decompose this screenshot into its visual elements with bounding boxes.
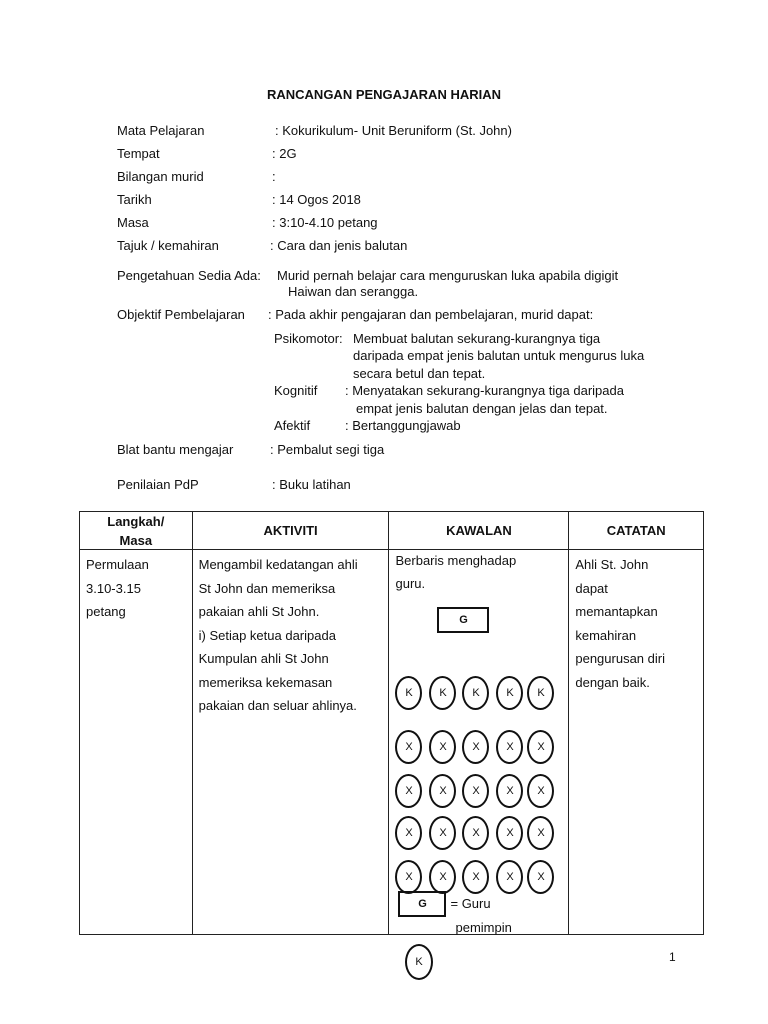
murid-circle: X	[462, 730, 489, 764]
psikomotor-label: Psikomotor:	[274, 331, 343, 346]
cell-line: Kumpulan ahli St John	[198, 651, 329, 666]
kognitif-line: : Menyatakan sekurang-kurangnya tiga daripada	[345, 383, 624, 398]
page-number: 1	[669, 950, 676, 964]
lesson-table	[79, 511, 704, 935]
cell-line: guru.	[395, 576, 426, 591]
psikomotor-line: daripada empat jenis balutan untuk mengurus luka	[353, 348, 645, 363]
cell-line: dengan baik.	[575, 674, 650, 690]
murid-circle: X	[496, 774, 523, 808]
penilaian-value: : Buku latihan	[272, 477, 351, 492]
field-value: : 2G	[272, 146, 297, 161]
cell-line: Ahli St. John	[575, 557, 649, 572]
murid-circle: X	[496, 860, 523, 894]
bbm-label: Blat bantu mengajar	[117, 442, 234, 457]
murid-circle: X	[395, 774, 422, 808]
kognitif-line: empat jenis balutan dengan jelas dan tepat.	[356, 401, 608, 416]
field-value: : Kokurikulum- Unit Beruniform (St. John)	[275, 123, 512, 138]
afektif-label: Afektif	[274, 418, 311, 433]
field-label: Tajuk / kemahiran	[117, 238, 219, 253]
document-title: RANCANGAN PENGAJARAN HARIAN	[266, 87, 501, 102]
cell-line: Mengambil kedatangan ahli	[198, 557, 358, 572]
murid-circle: X	[395, 816, 422, 850]
field-value: : 14 Ogos 2018	[272, 192, 361, 207]
murid-circle: X	[429, 730, 456, 764]
field-label: Bilangan murid	[117, 169, 204, 184]
ketua-circle: K	[496, 676, 523, 710]
aktiviti-cell	[192, 550, 389, 935]
psikomotor-line: secara betul dan tepat.	[353, 366, 486, 381]
field-value: : Cara dan jenis balutan	[270, 238, 408, 253]
murid-circle: X	[395, 730, 422, 764]
murid-circle: X	[496, 730, 523, 764]
guru-box: G	[437, 607, 489, 633]
objektif-value: : Pada akhir pengajaran dan pembelajaran, murid dapat:	[268, 307, 594, 322]
psikomotor-line: Membuat balutan sekurang-kurangnya tiga	[353, 331, 601, 346]
catatan-cell	[569, 550, 704, 935]
cell-line: petang	[86, 604, 126, 619]
pengetahuan-line: Murid pernah belajar cara menguruskan luka apabila digigit	[277, 268, 619, 283]
cell-line: pakaian ahli St John.	[198, 604, 320, 619]
penilaian-label: Penilaian PdP	[117, 477, 199, 492]
kognitif-label: Kognitif	[274, 383, 318, 398]
cell-line: pakaian dan seluar ahlinya.	[198, 698, 357, 713]
bbm-value: : Pembalut segi tiga	[270, 442, 385, 457]
cell-line: dapat	[575, 580, 608, 596]
murid-circle: X	[429, 860, 456, 894]
langkah-cell	[80, 550, 193, 935]
cell-line: St John dan memeriksa	[198, 580, 336, 596]
ketua-circle: K	[527, 676, 554, 710]
murid-circle: X	[527, 860, 554, 894]
ketua-circle: K	[429, 676, 456, 710]
ketua-circle: K	[395, 676, 422, 710]
cell-line: Berbaris menghadap	[395, 553, 517, 568]
murid-circle: X	[462, 774, 489, 808]
field-label: Tarikh	[117, 192, 152, 207]
field-label: Masa	[117, 215, 149, 230]
cell-line: Permulaan	[86, 557, 149, 572]
header-langkah	[80, 512, 193, 550]
pengetahuan-label: Pengetahuan Sedia Ada:	[117, 268, 261, 283]
legend-text: pemimpin	[455, 920, 512, 935]
cell-line: i) Setiap ketua daripada	[198, 627, 336, 643]
afektif-value: : Bertanggungjawab	[345, 418, 461, 433]
field-value: :	[272, 169, 276, 184]
cell-line: pengurusan diri	[575, 651, 665, 666]
cell-line: memantapkan	[575, 604, 658, 619]
header-catatan: CATATAN	[569, 512, 704, 550]
formation-diagram	[389, 550, 568, 934]
header-text: Masa	[119, 532, 153, 548]
kawalan-cell	[389, 550, 569, 935]
table-row	[80, 550, 704, 935]
header-aktiviti: AKTIVITI	[192, 512, 389, 550]
field-label: Tempat	[117, 146, 160, 161]
murid-circle: X	[395, 860, 422, 894]
pengetahuan-line: Haiwan dan serangga.	[288, 284, 419, 299]
legend-text: = Guru	[450, 896, 491, 911]
header-text: Langkah/	[107, 513, 165, 529]
legend-guru-box: G	[398, 891, 446, 917]
ketua-circle: K	[462, 676, 489, 710]
murid-circle: X	[496, 816, 523, 850]
murid-circle: X	[527, 816, 554, 850]
murid-circle: X	[527, 774, 554, 808]
murid-circle: X	[462, 816, 489, 850]
cell-line: kemahiran	[575, 627, 637, 643]
murid-circle: X	[527, 730, 554, 764]
table-header-row	[80, 512, 704, 550]
cell-line: memeriksa kekemasan	[198, 674, 333, 690]
murid-circle: X	[462, 860, 489, 894]
header-kawalan: KAWALAN	[389, 512, 569, 550]
legend-k-circle: K	[405, 944, 433, 980]
cell-line: 3.10-3.15	[86, 580, 141, 596]
murid-circle: X	[429, 774, 456, 808]
objektif-label: Objektif Pembelajaran	[117, 307, 245, 322]
field-value: : 3:10-4.10 petang	[272, 215, 378, 230]
field-label: Mata Pelajaran	[117, 123, 205, 138]
murid-circle: X	[429, 816, 456, 850]
